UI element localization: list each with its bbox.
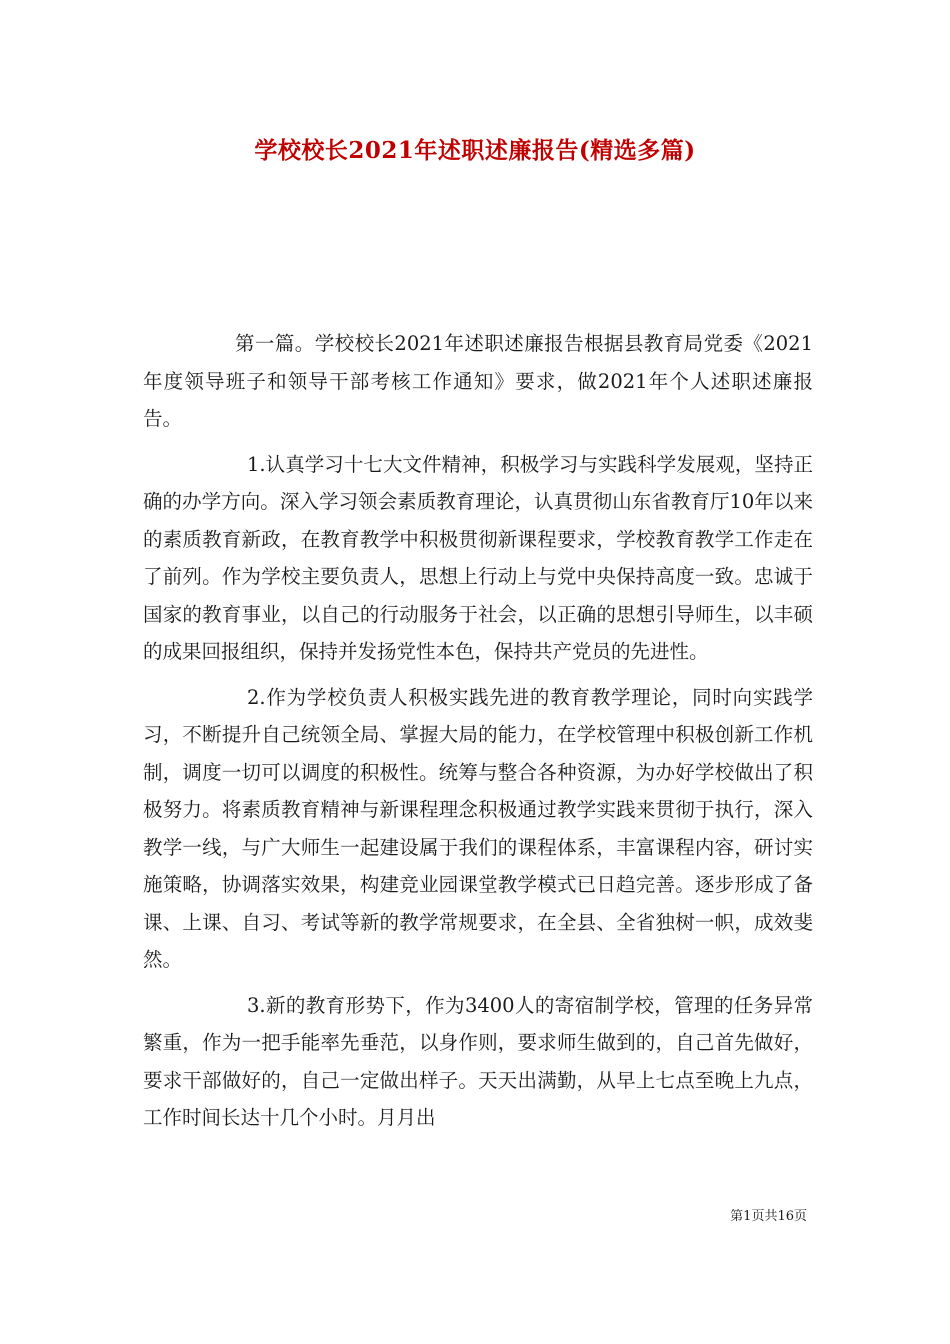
page-number: 第1页共16页 [730, 1209, 807, 1224]
document-title: 学校校长2021年述职述廉报告(精选多篇) [254, 137, 696, 164]
paragraph-intro: 第一篇。学校校长2021年述职述廉报告根据县教育局党委《2021年度领导班子和领导干部考核工作通知》要求，做2021年个人述职述廉报告。 [143, 332, 813, 430]
paragraph-2: 2.作为学校负责人积极实践先进的教育教学理论，同时向实践学习，不断提升自己统领全局、掌握大局的能力，在学校管理中积极创新工作机制，调度一切可以调度的积极性。统筹与整合各种资源，为办好学校做出了积极努力。将素质教育精神与新课程理念积极通过教学实践来贯彻于执行，深入教学一线，与广大师生一起建设属于我们的课程体系，丰富课程内容，研讨实施策略，协调落实效果，构建竞业园课堂教学模式已日趋完善。逐步形成了备课、上课、自习、考试等新的教学常规要求，在全县、全省独树一帜，成效斐然。 [143, 685, 813, 971]
paragraph-3: 3.新的教育形势下，作为3400人的寄宿制学校，管理的任务异常繁重，作为一把手能率先垂范，以身作则，要求师生做到的，自己首先做好，要求干部做好的，自己一定做出样子。天天出满勤，从早上七点至晚上九点，工作时间长达十几个小时。月月出 [143, 993, 813, 1129]
document-body [143, 325, 813, 1137]
paragraph-1: 1.认真学习十七大文件精神，积极学习与实践科学发展观，坚持正确的办学方向。深入学习领会素质教育理论，认真贯彻山东省教育厅10年以来的素质教育新政，在教育教学中积极贯彻新课程要求，学校教育教学工作走在了前列。作为学校主要负责人，思想上行动上与党中央保持高度一致。忠诚于国家的教育事业，以自己的行动服务于社会，以正确的思想引导师生，以丰硕的成果回报组织，保持并发扬党性本色，保持共产党员的先进性。 [143, 452, 813, 663]
